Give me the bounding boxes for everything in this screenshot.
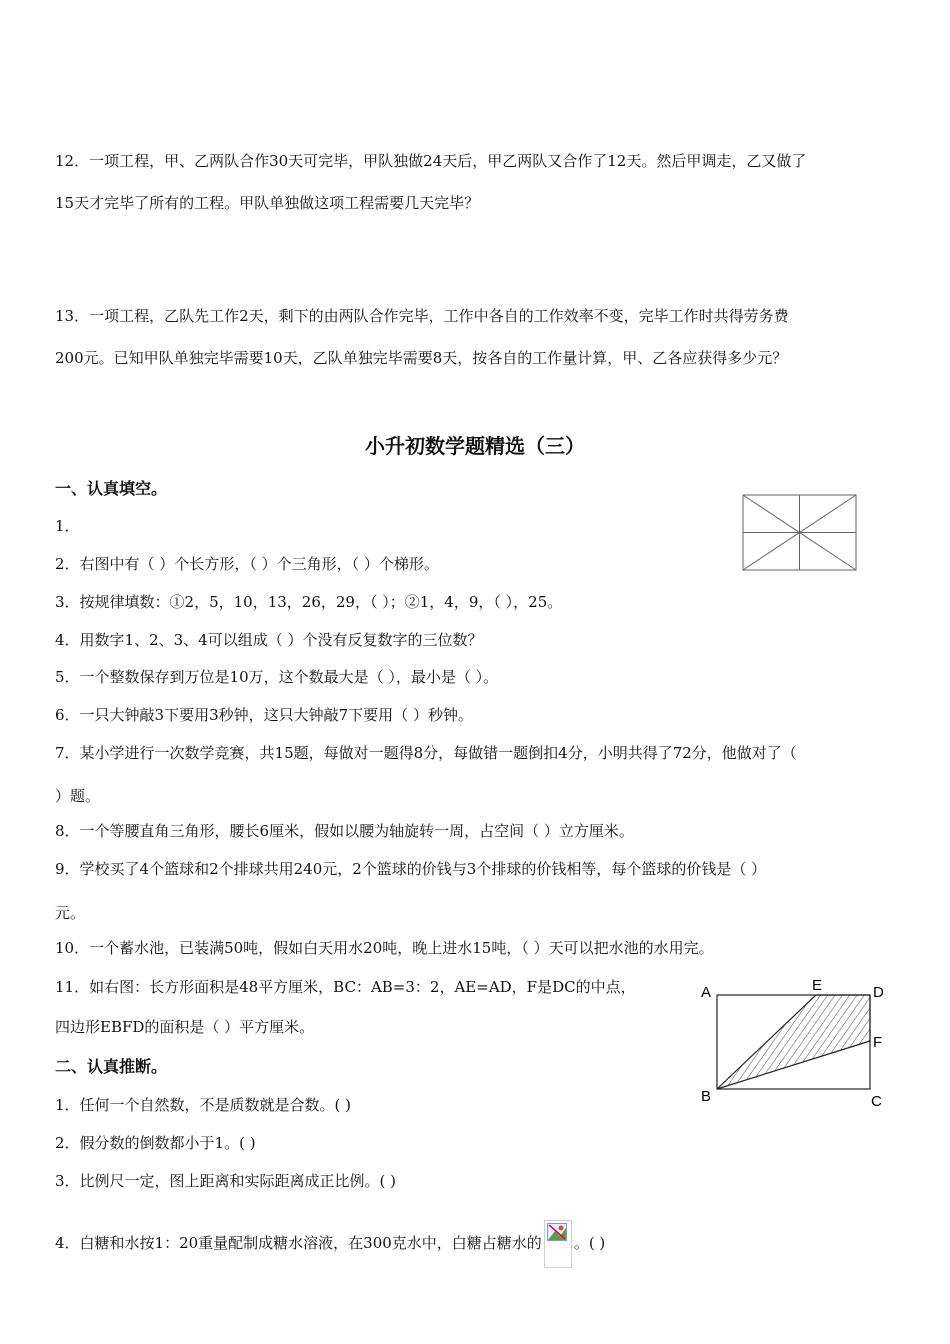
fill-item-11-line1: 11．如右图：长方形面积是48平方厘米，BC：AB=3：2，AE=AD，F是DC的中点， (55, 978, 636, 996)
fill-item-7-line1: 7．某小学进行一次数学竞赛，共15题，每做对一题得8分，每做错一题倒扣4分，小明共得了72分，他做对了（ (55, 744, 797, 762)
problem-13-line2: 200元。已知甲队单独完毕需要10天，乙队单独完毕需要8天，按各自的工作量计算，甲、乙各应获得多少元？ (55, 349, 788, 367)
section-fill-blank-heading: 一、认真填空。 (55, 479, 168, 498)
fill-item-9-line1: 9．学校买了4个篮球和2个排球共用240元，2个篮球的价钱与3个排球的价钱相等，每个篮球的价钱是（ ） (55, 860, 767, 878)
fill-item-8: 8．一个等腰直角三角形，腰长6厘米，假如以腰为轴旋转一周，占空间（ ）立方厘米。 (55, 822, 634, 840)
fill-item-1: 1． (55, 517, 80, 535)
fill-item-3: 3．按规律填数：①2，5，10，13，26，29，（ ）；②1，4，9，（ ），25。 (55, 593, 563, 611)
section-judge-heading: 二、认真推断。 (55, 1057, 168, 1076)
label-B: B (701, 1088, 712, 1105)
fill-item-4: 4．用数字1、2、3、4可以组成（ ）个没有反复数字的三位数？ (55, 631, 483, 649)
rectangle-figure (742, 494, 858, 572)
quadrilateral-figure (695, 975, 895, 1115)
fill-item-9-line2: 元。 (55, 904, 86, 922)
fill-item-5: 5．一个整数保存到万位是10万，这个数最大是（ ），最小是（ ）。 (55, 668, 499, 686)
fill-item-10: 10．一个蓄水池，已装满50吨，假如白天用水20吨，晚上进水15吨，（ ）天可以把水池的水用完。 (55, 939, 714, 957)
judge-item-1: 1．任何一个自然数，不是质数就是合数。( ) (55, 1096, 352, 1114)
label-F: F (873, 1034, 883, 1051)
problem-13-line1: 13．一项工程，乙队先工作2天，剩下的由两队合作完毕，工作中各自的工作效率不变，完毕工作时共得劳务费 (55, 307, 789, 325)
broken-image-icon (544, 1220, 572, 1268)
page-title: 小升初数学题精选（三） (365, 434, 585, 458)
problem-12-line1: 12．一项工程，甲、乙两队合作30天可完毕，甲队独做24天后，甲乙两队又合作了12天。然后甲调走，乙又做了 (55, 152, 807, 170)
judge-item-4-blank: 。( ) (573, 1234, 606, 1252)
judge-item-3: 3．比例尺一定，图上距离和实际距离成正比例。( ) (55, 1172, 397, 1190)
problem-12-line2: 15天才完毕了所有的工程。甲队单独做这项工程需要几天完毕？ (55, 194, 480, 212)
label-C: C (871, 1093, 882, 1110)
judge-item-4 (55, 1220, 605, 1268)
judge-item-2: 2．假分数的倒数都小于1。( ) (55, 1134, 256, 1152)
label-D: D (873, 984, 884, 1001)
fill-item-11-line2: 四边形EBFD的面积是（ ）平方厘米。 (55, 1018, 315, 1036)
fill-item-6: 6．一只大钟敲3下要用3秒钟，这只大钟敲7下要用（ ）秒钟。 (55, 706, 473, 724)
label-A: A (701, 984, 712, 1001)
fill-item-7-line2: ）题。 (55, 787, 101, 805)
judge-item-4-text: 4．白糖和水按1：20重量配制成糖水溶液，在300克水中，白糖占糖水的 (55, 1234, 542, 1252)
fill-item-2: 2．右图中有（ ）个长方形，（ ）个三角形，（ ）个梯形。 (55, 555, 439, 573)
label-E: E (812, 977, 823, 994)
